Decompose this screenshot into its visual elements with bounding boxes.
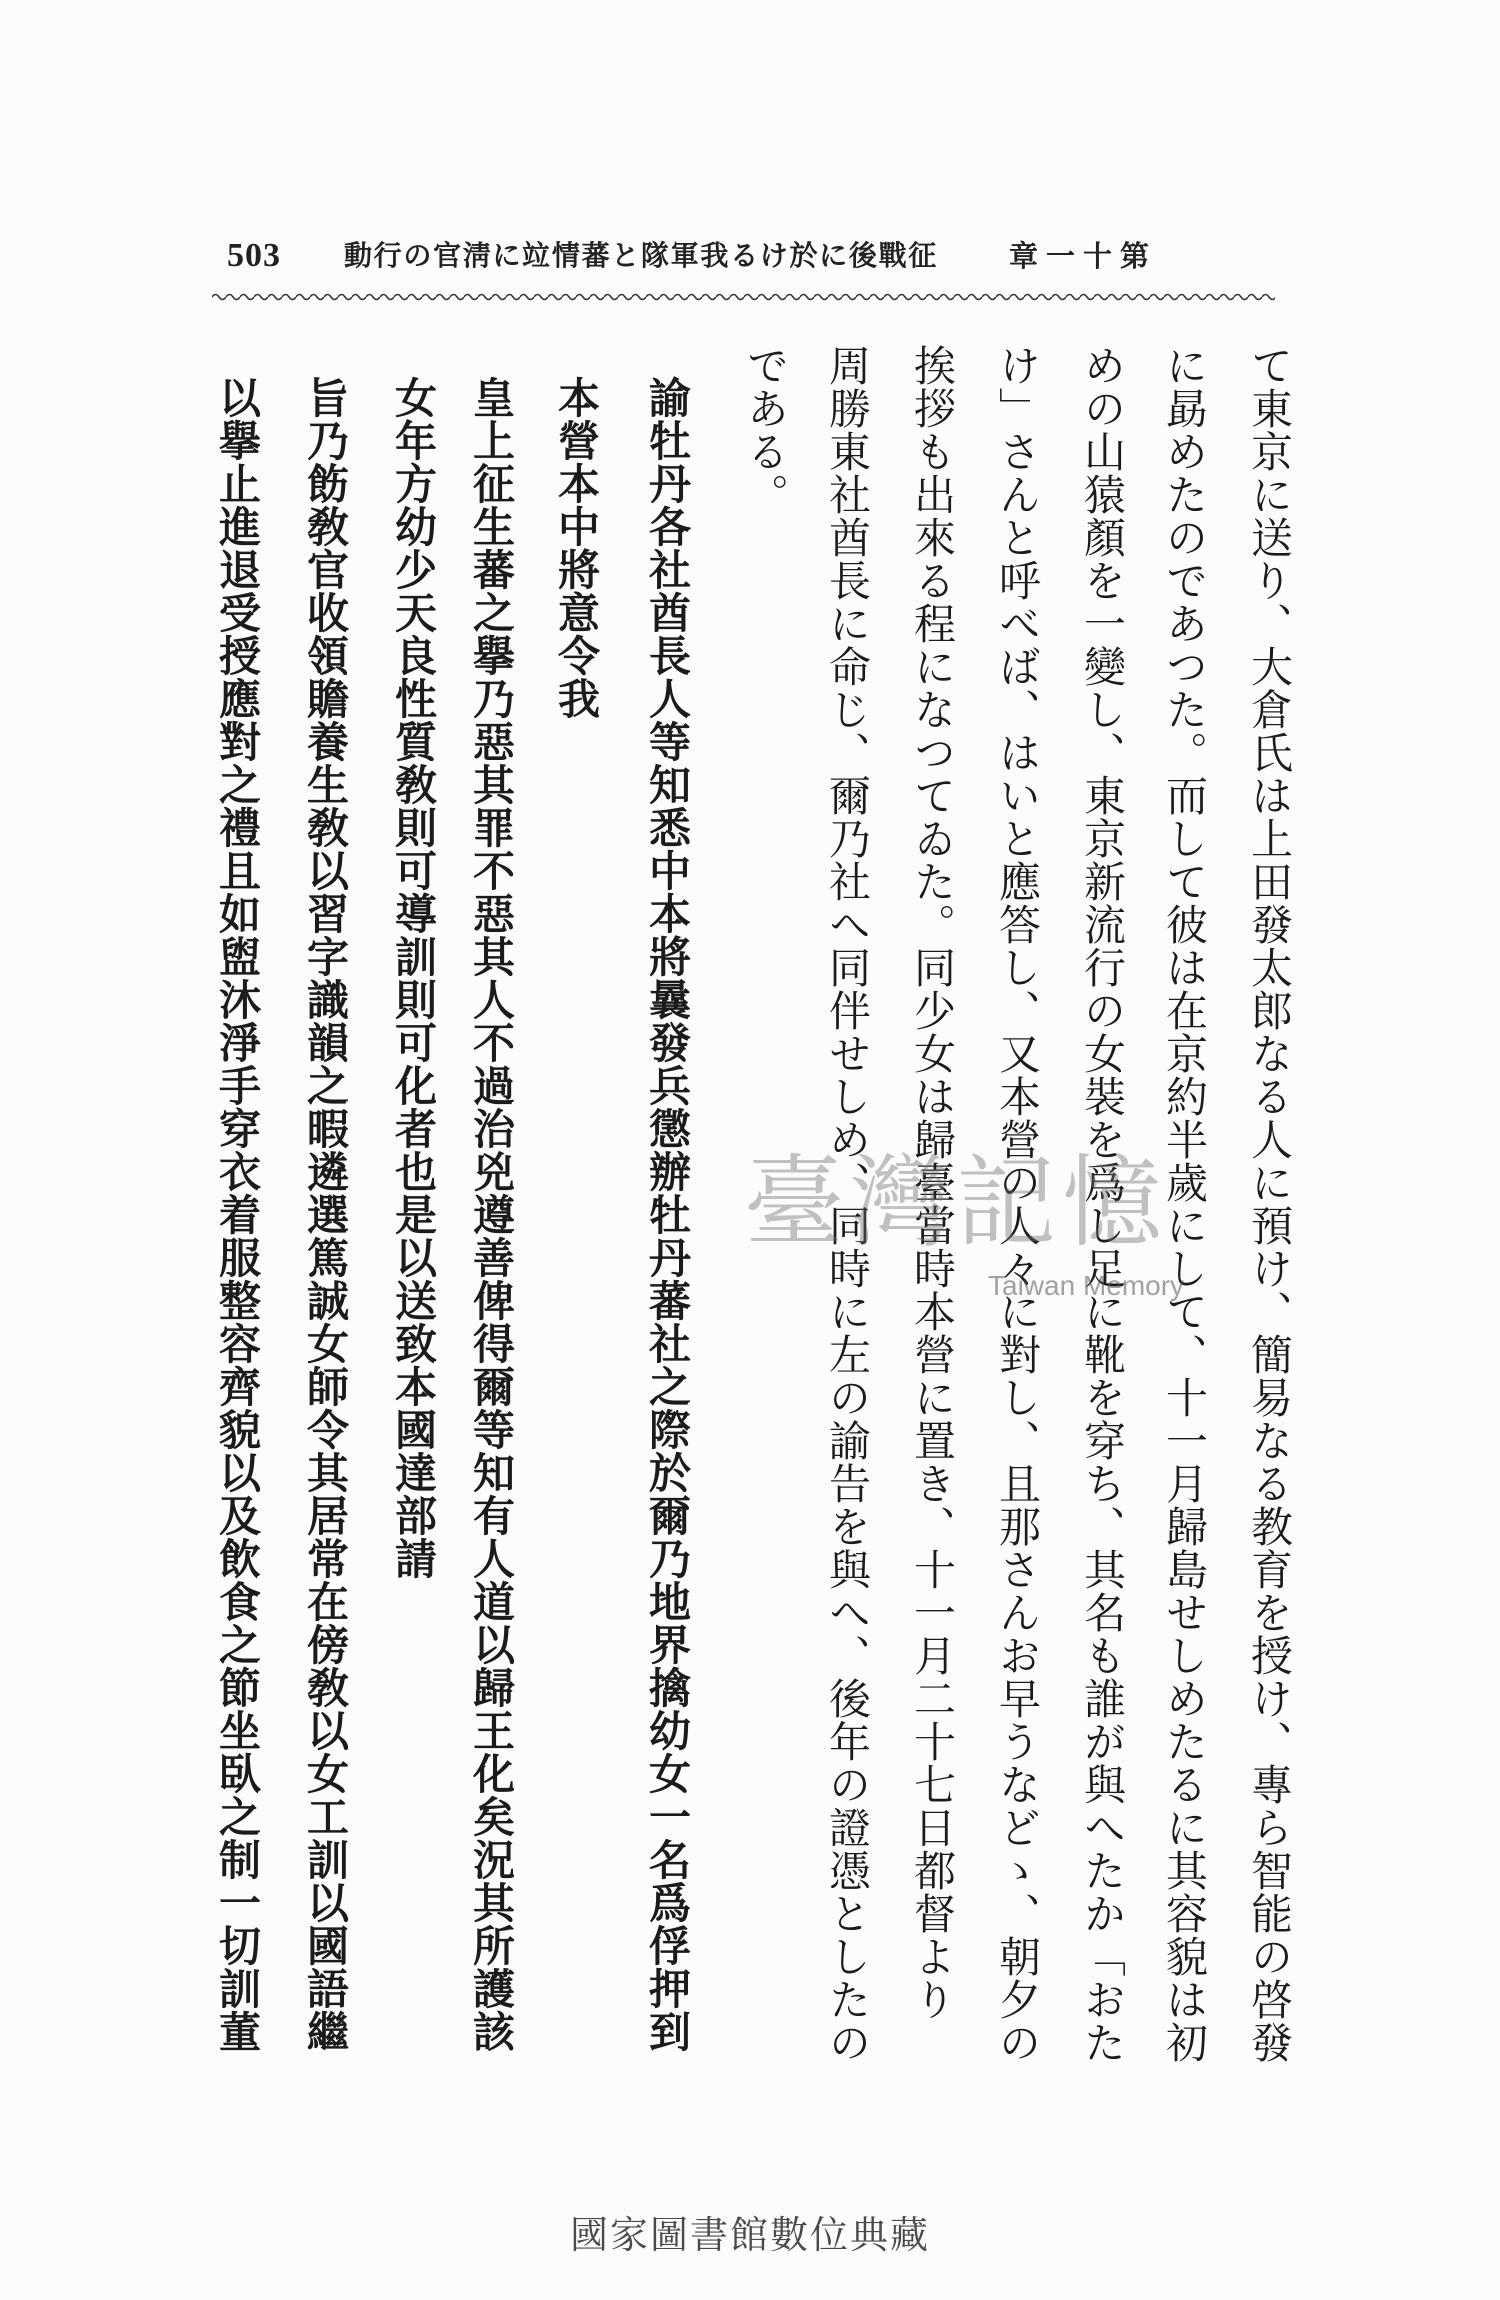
watermark-logo: 臺灣記憶 [744,1144,1168,1261]
proclamation-column: 以擧止進退受授應對之禮且如盥沐淨手穿衣着服整容齊貌以及飲食之節坐臥之制一切訓董 [213,376,262,2053]
page-number: 503 [227,237,281,274]
narrative-column: めの山猿顏を一變し、東京新流行の女裝を爲し足に靴を穿ち、其名も誰が與へたか「おた [1078,344,1127,2064]
narrative-column: て東京に送り、大倉氏は上田發太郎なる人に預け、簡易なる教育を授け、專ら智能の啓發 [1245,344,1294,2064]
chapter-label: 第十一章 [1008,239,1157,273]
running-title: 征戰後に於ける我軍隊と蕃情竝に淸官の行動 [343,239,938,272]
proclamation-column: 皇上征生蕃之擧乃惡其罪不惡其人不過治兇遵善俾得爾等知有人道以歸王化矣況其所護該 [467,376,516,2053]
narrative-column: である。 [741,344,790,516]
collection-footer: 國家圖書館數位典藏 [569,2213,930,2257]
proclamation-column: 旨乃飭敎官收領贍養生敎以習字識韻之暇遴選篤誠女師令其居常在傍敎以女工訓以國語繼 [301,376,350,2053]
narrative-column: 挨拶も出來る程になつてゐた。同少女は歸臺當時本營に置き、十一月二十七日都督より [908,344,957,2021]
narrative-column: け」さんと呼べば、はいと應答し、又本營の人々に對し、且那さんお早うなどゝ、朝夕の [993,344,1042,2064]
proclamation-column: 女年方幼少天良性質敎則可導訓則可化者也是以送致本國達部請 [389,376,438,1580]
wavy-divider [212,290,1275,304]
narrative-column: 周勝東社酋長に命じ、爾乃社へ同伴せしめ、同時に左の諭告を與へ、後年の證憑としたの [823,344,872,2064]
proclamation-column: 本營本中將意令我 [552,376,601,720]
narrative-column: に勗めたのであつた。而して彼は在京約半歲にして、十一月歸島せしめたるに其容貌は初 [1160,344,1209,2064]
watermark-subtitle: Taiwan Memory [988,1270,1185,1301]
proclamation-column: 諭牡丹各社酋長人等知悉中本將曩發兵懲辦牡丹蕃社之際於爾乃地界擒幼女一名爲俘押到 [643,376,692,2053]
